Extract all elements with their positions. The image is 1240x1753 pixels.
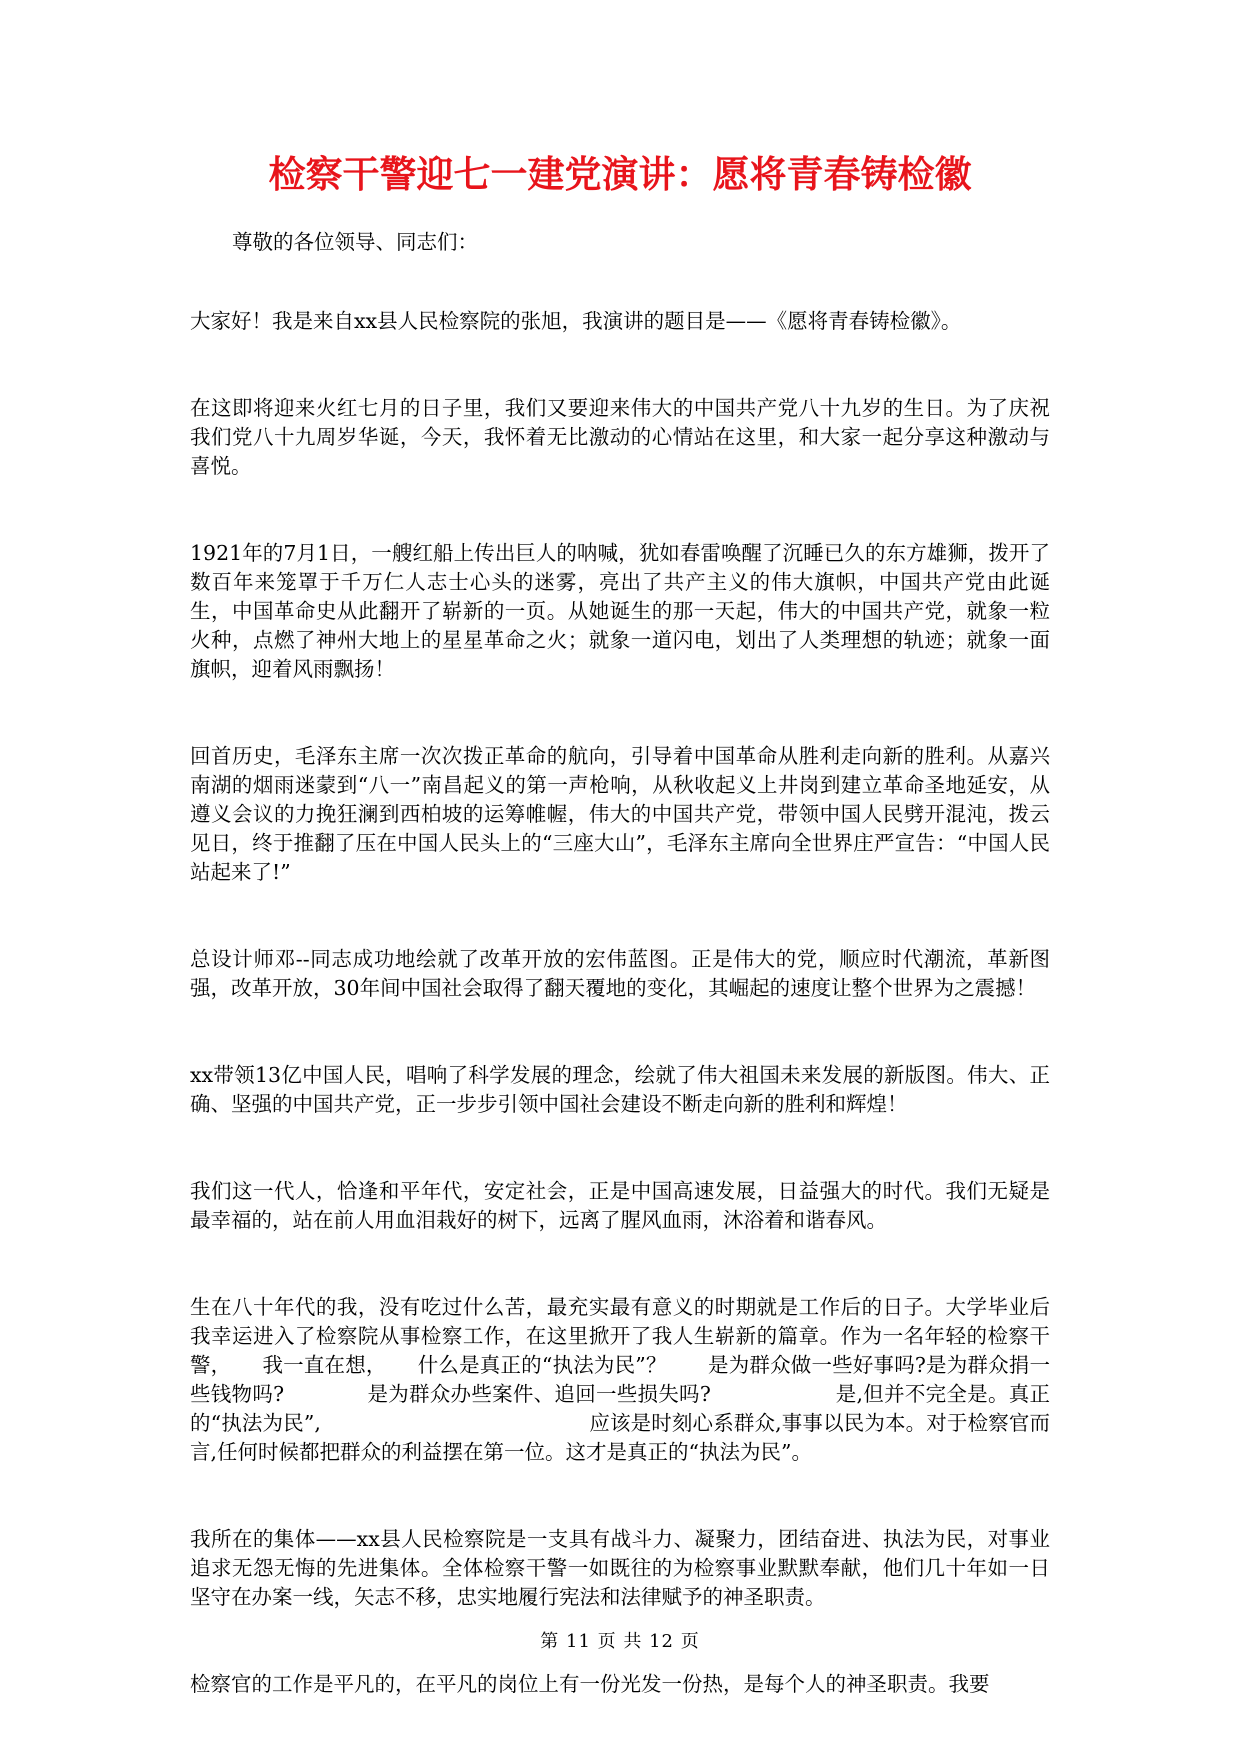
paragraph: 生在八十年代的我，没有吃过什么苦，最充实最有意义的时期就是工作后的日子。大学毕业后我幸运进入了检察院从事检察工作，在这里掀开了我人生崭新的篇章。作为一名年轻的检察干警， 我一直在想， 什么是真正的“执法为民”？ 是为群众做一些好事吗?是为群众捐一些钱物吗? 是为群众办些案件、追回一些损失吗? 是,但并不完全是。真正的“执法为民”, 应该是时刻心系群众,事事以民为本。对于检察官而言,任何时候都把群众的利益摆在第一位。这才是真正的“执法为民”。 [190, 1295, 1050, 1464]
paragraph-spacer [190, 336, 1050, 394]
paragraph-spacer [190, 257, 1050, 307]
paragraph-spacer [190, 1235, 1050, 1293]
paragraph: 我们这一代人，恰逢和平年代，安定社会，正是中国高速发展，日益强大的时代。我们无疑是最幸福的，站在前人用血泪栽好的树下，远离了腥风血雨，沐浴着和谐春风。 [190, 1179, 1050, 1232]
paragraph: xx带领13亿中国人民，唱响了科学发展的理念，绘就了伟大祖国未来发展的新版图。伟大、正确、坚强的中国共产党，正一步步引领中国社会建设不断走向新的胜利和辉煌！ [190, 1063, 1050, 1116]
paragraph: 检察官的工作是平凡的，在平凡的岗位上有一份光发一份热，是每个人的神圣职责。我要 [190, 1672, 990, 1696]
paragraph-spacer [190, 1003, 1050, 1061]
salutation: 尊敬的各位领导、同志们： [232, 230, 478, 254]
paragraph-spacer [190, 1467, 1050, 1525]
paragraph-spacer [190, 481, 1050, 539]
paragraph-spacer [190, 1119, 1050, 1177]
document-body [190, 228, 1050, 1699]
paragraph: 大家好！我是来自xx县人民检察院的张旭，我演讲的题目是——《愿将青春铸检徽》。 [190, 309, 962, 333]
document-title: 检察干警迎七一建党演讲：愿将青春铸检徽 [268, 152, 972, 196]
paragraph: 我所在的集体——xx县人民检察院是一支具有战斗力、凝聚力，团结奋进、执法为民，对事业追求无怨无悔的先进集体。全体检察干警一如既往的为检察事业默默奉献，他们几十年如一日坚守在办案一线，矢志不移，忠实地履行宪法和法律赋予的神圣职责。 [190, 1527, 1050, 1609]
paragraph: 在这即将迎来火红七月的日子里，我们又要迎来伟大的中国共产党八十九岁的生日。为了庆祝我们党八十九周岁华诞，今天，我怀着无比激动的心情站在这里，和大家一起分享这种激动与喜悦。 [190, 396, 1050, 478]
page-number-footer: 第 11 页 共 12 页 [540, 1631, 700, 1652]
paragraph: 总设计师邓--同志成功地绘就了改革开放的宏伟蓝图。正是伟大的党，顺应时代潮流，革新图强，改革开放，30年间中国社会取得了翻天覆地的变化，其崛起的速度让整个世界为之震撼！ [190, 947, 1050, 1000]
paragraph: 回首历史，毛泽东主席一次次拨正革命的航向，引导着中国革命从胜利走向新的胜利。从嘉兴南湖的烟雨迷蒙到“八一”南昌起义的第一声枪响，从秋收起义上井岗到建立革命圣地延安，从遵义会议的力挽狂澜到西柏坡的运筹帷幄，伟大的中国共产党，带领中国人民劈开混沌，拨云见日，终于推翻了压在中国人民头上的“三座大山”，毛泽东主席向全世界庄严宣告：“中国人民站起来了!” [190, 744, 1050, 884]
paragraph-spacer [190, 684, 1050, 742]
paragraph: 1921年的7月1日，一艘红船上传出巨人的呐喊，犹如春雷唤醒了沉睡已久的东方雄狮，拨开了数百年来笼罩于千万仁人志士心头的迷雾，亮出了共产主义的伟大旗帜，中国共产党由此诞生，中国革命史从此翻开了崭新的一页。从她诞生的那一天起，伟大的中国共产党，就象一粒火种，点燃了神州大地上的星星革命之火；就象一道闪电，划出了人类理想的轨迹；就象一面旗帜，迎着风雨飘扬！ [190, 541, 1050, 681]
paragraph-spacer [190, 887, 1050, 945]
